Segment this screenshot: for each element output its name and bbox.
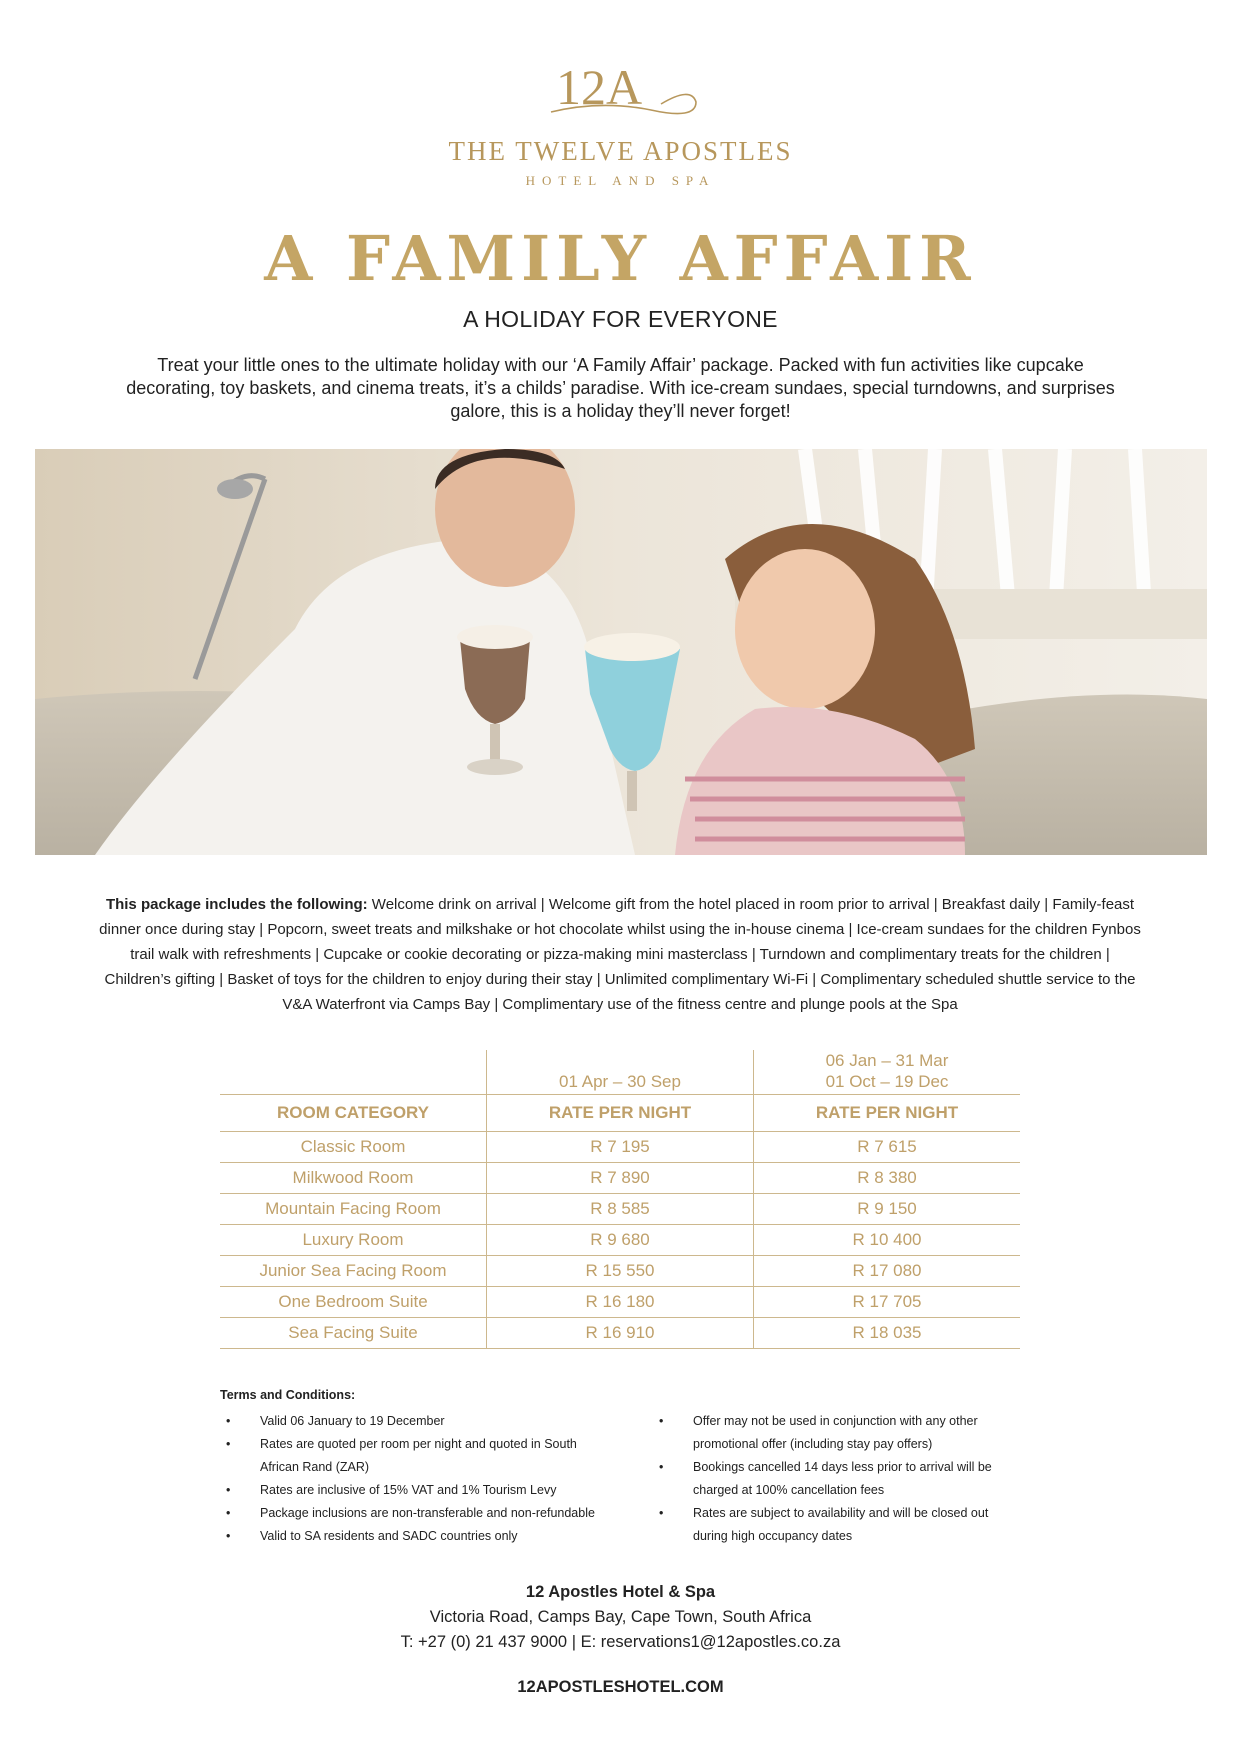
rate-cell: R 7 615 [754,1132,1021,1163]
list-item: • Package inclusions are non-transferable and non-refundable [222,1502,612,1525]
rate-cell: R 18 035 [754,1318,1021,1349]
table-row [220,1318,1020,1349]
table-row [220,1287,1020,1318]
website-link[interactable]: 12APOSTLESHOTEL.COM [517,1678,724,1696]
rate-cell: R 15 550 [487,1256,754,1287]
inclusions-text: Welcome drink on arrival | Welcome gift from the hotel placed in room prior to arrival | Breakfast daily | Family-feast dinner once during stay | Popcorn, sweet treats and milkshake or hot chocolate whilst using the in-house cinema | Ice-cream sundaes for the children Fynbos trail walk with refreshments | Cupcake or cookie decorating or pizza-making mini masterclass | Turndown and complimentary treats for the children | Children’s gifting | Basket of toys for the children to enjoy during their stay | Unlimited complimentary Wi-Fi | Complimentary scheduled shuttle service to the V&A Waterfront via Camps Bay | Complimentary use of the fitness centre and plunge pools at the Spa [99,896,1141,1013]
list-item: • Rates are inclusive of 15% VAT and 1% Tourism Levy [222,1479,612,1502]
mother-daughter-milkshake-image [35,449,1207,855]
table-row [220,1225,1020,1256]
table-row [220,1050,1020,1095]
logo-subtitle: HOTEL AND SPA [525,173,716,188]
footer-hotel-name: 12 Apostles Hotel & Spa [525,1583,716,1601]
rate-cell: R 7 890 [487,1163,754,1194]
room-cell: Luxury Room [220,1225,487,1256]
period-2-cell: 06 Jan – 31 Mar 01 Oct – 19 Dec [754,1050,1021,1095]
room-cell: Junior Sea Facing Room [220,1256,487,1287]
room-cell: Sea Facing Suite [220,1318,487,1349]
hero-photo [35,449,1207,855]
list-item: • Bookings cancelled 14 days less prior to arrival will be charged at 100% cancellation fees [655,1456,1015,1502]
rate-cell: R 17 080 [754,1256,1021,1287]
table-row [220,1194,1020,1225]
rate-cell: R 7 195 [487,1132,754,1163]
terms-list-right [655,1410,1015,1548]
hotel-logo [0,52,1241,189]
room-cell: Mountain Facing Room [220,1194,487,1225]
list-item: • Rates are quoted per room per night and quoted in South African Rand (ZAR) [222,1433,612,1479]
rate-cell: R 8 380 [754,1163,1021,1194]
table-row [220,1256,1020,1287]
room-cell: Classic Room [220,1132,487,1163]
page-subtitle: A HOLIDAY FOR EVERYONE [463,306,778,332]
footer-contact-line[interactable]: T: +27 (0) 21 437 9000 | E: reservations1@12apostles.co.za [400,1633,841,1651]
rate-cell: R 10 400 [754,1225,1021,1256]
logo-monogram-icon [531,52,711,132]
package-inclusions [95,892,1145,1017]
terms-title: Terms and Conditions: [220,1388,356,1402]
column-header-rate-2: RATE PER NIGHT [754,1095,1021,1132]
rate-cell: R 8 585 [487,1194,754,1225]
room-cell: One Bedroom Suite [220,1287,487,1318]
room-cell: Milkwood Room [220,1163,487,1194]
table-row [220,1163,1020,1194]
inclusions-lead: This package includes the following: [105,896,368,913]
list-item: • Rates are subject to availability and will be closed out during high occupancy dates [655,1502,1015,1548]
rate-cell: R 9 680 [487,1225,754,1256]
column-header-rate-1: RATE PER NIGHT [487,1095,754,1132]
list-item: • Valid to SA residents and SADC countries only [222,1525,612,1548]
rate-cell: R 9 150 [754,1194,1021,1225]
period-blank-cell [220,1050,487,1095]
rate-cell: R 17 705 [754,1287,1021,1318]
rate-cell: R 16 910 [487,1318,754,1349]
logo-name: THE TWELVE APOSTLES [448,136,793,166]
period-1-cell: 01 Apr – 30 Sep [487,1050,754,1095]
page-title: A FAMILY AFFAIR [264,222,977,295]
list-item: • Offer may not be used in conjunction with any other promotional offer (including stay pay offers) [655,1410,1015,1456]
svg-text:12A: 12A [555,59,642,115]
intro-paragraph: Treat your little ones to the ultimate holiday with our ‘A Family Affair’ package. Packed with fun activities like cupcake decorating, toy baskets, and cinema treats, it’s a childs’ paradise. With ice-cream sundaes, special turndowns, and surprises galore, this is a holiday they’ll never forget! [126,355,1115,421]
footer-address: Victoria Road, Camps Bay, Cape Town, South Africa [429,1608,812,1626]
column-header-category: ROOM CATEGORY [220,1095,487,1132]
table-header-row [220,1095,1020,1132]
table-row [220,1132,1020,1163]
rates-table [220,1050,1020,1349]
rate-cell: R 16 180 [487,1287,754,1318]
list-item: • Valid 06 January to 19 December [222,1410,612,1433]
terms-list-left [222,1410,612,1548]
footer-contact [0,1580,1241,1655]
